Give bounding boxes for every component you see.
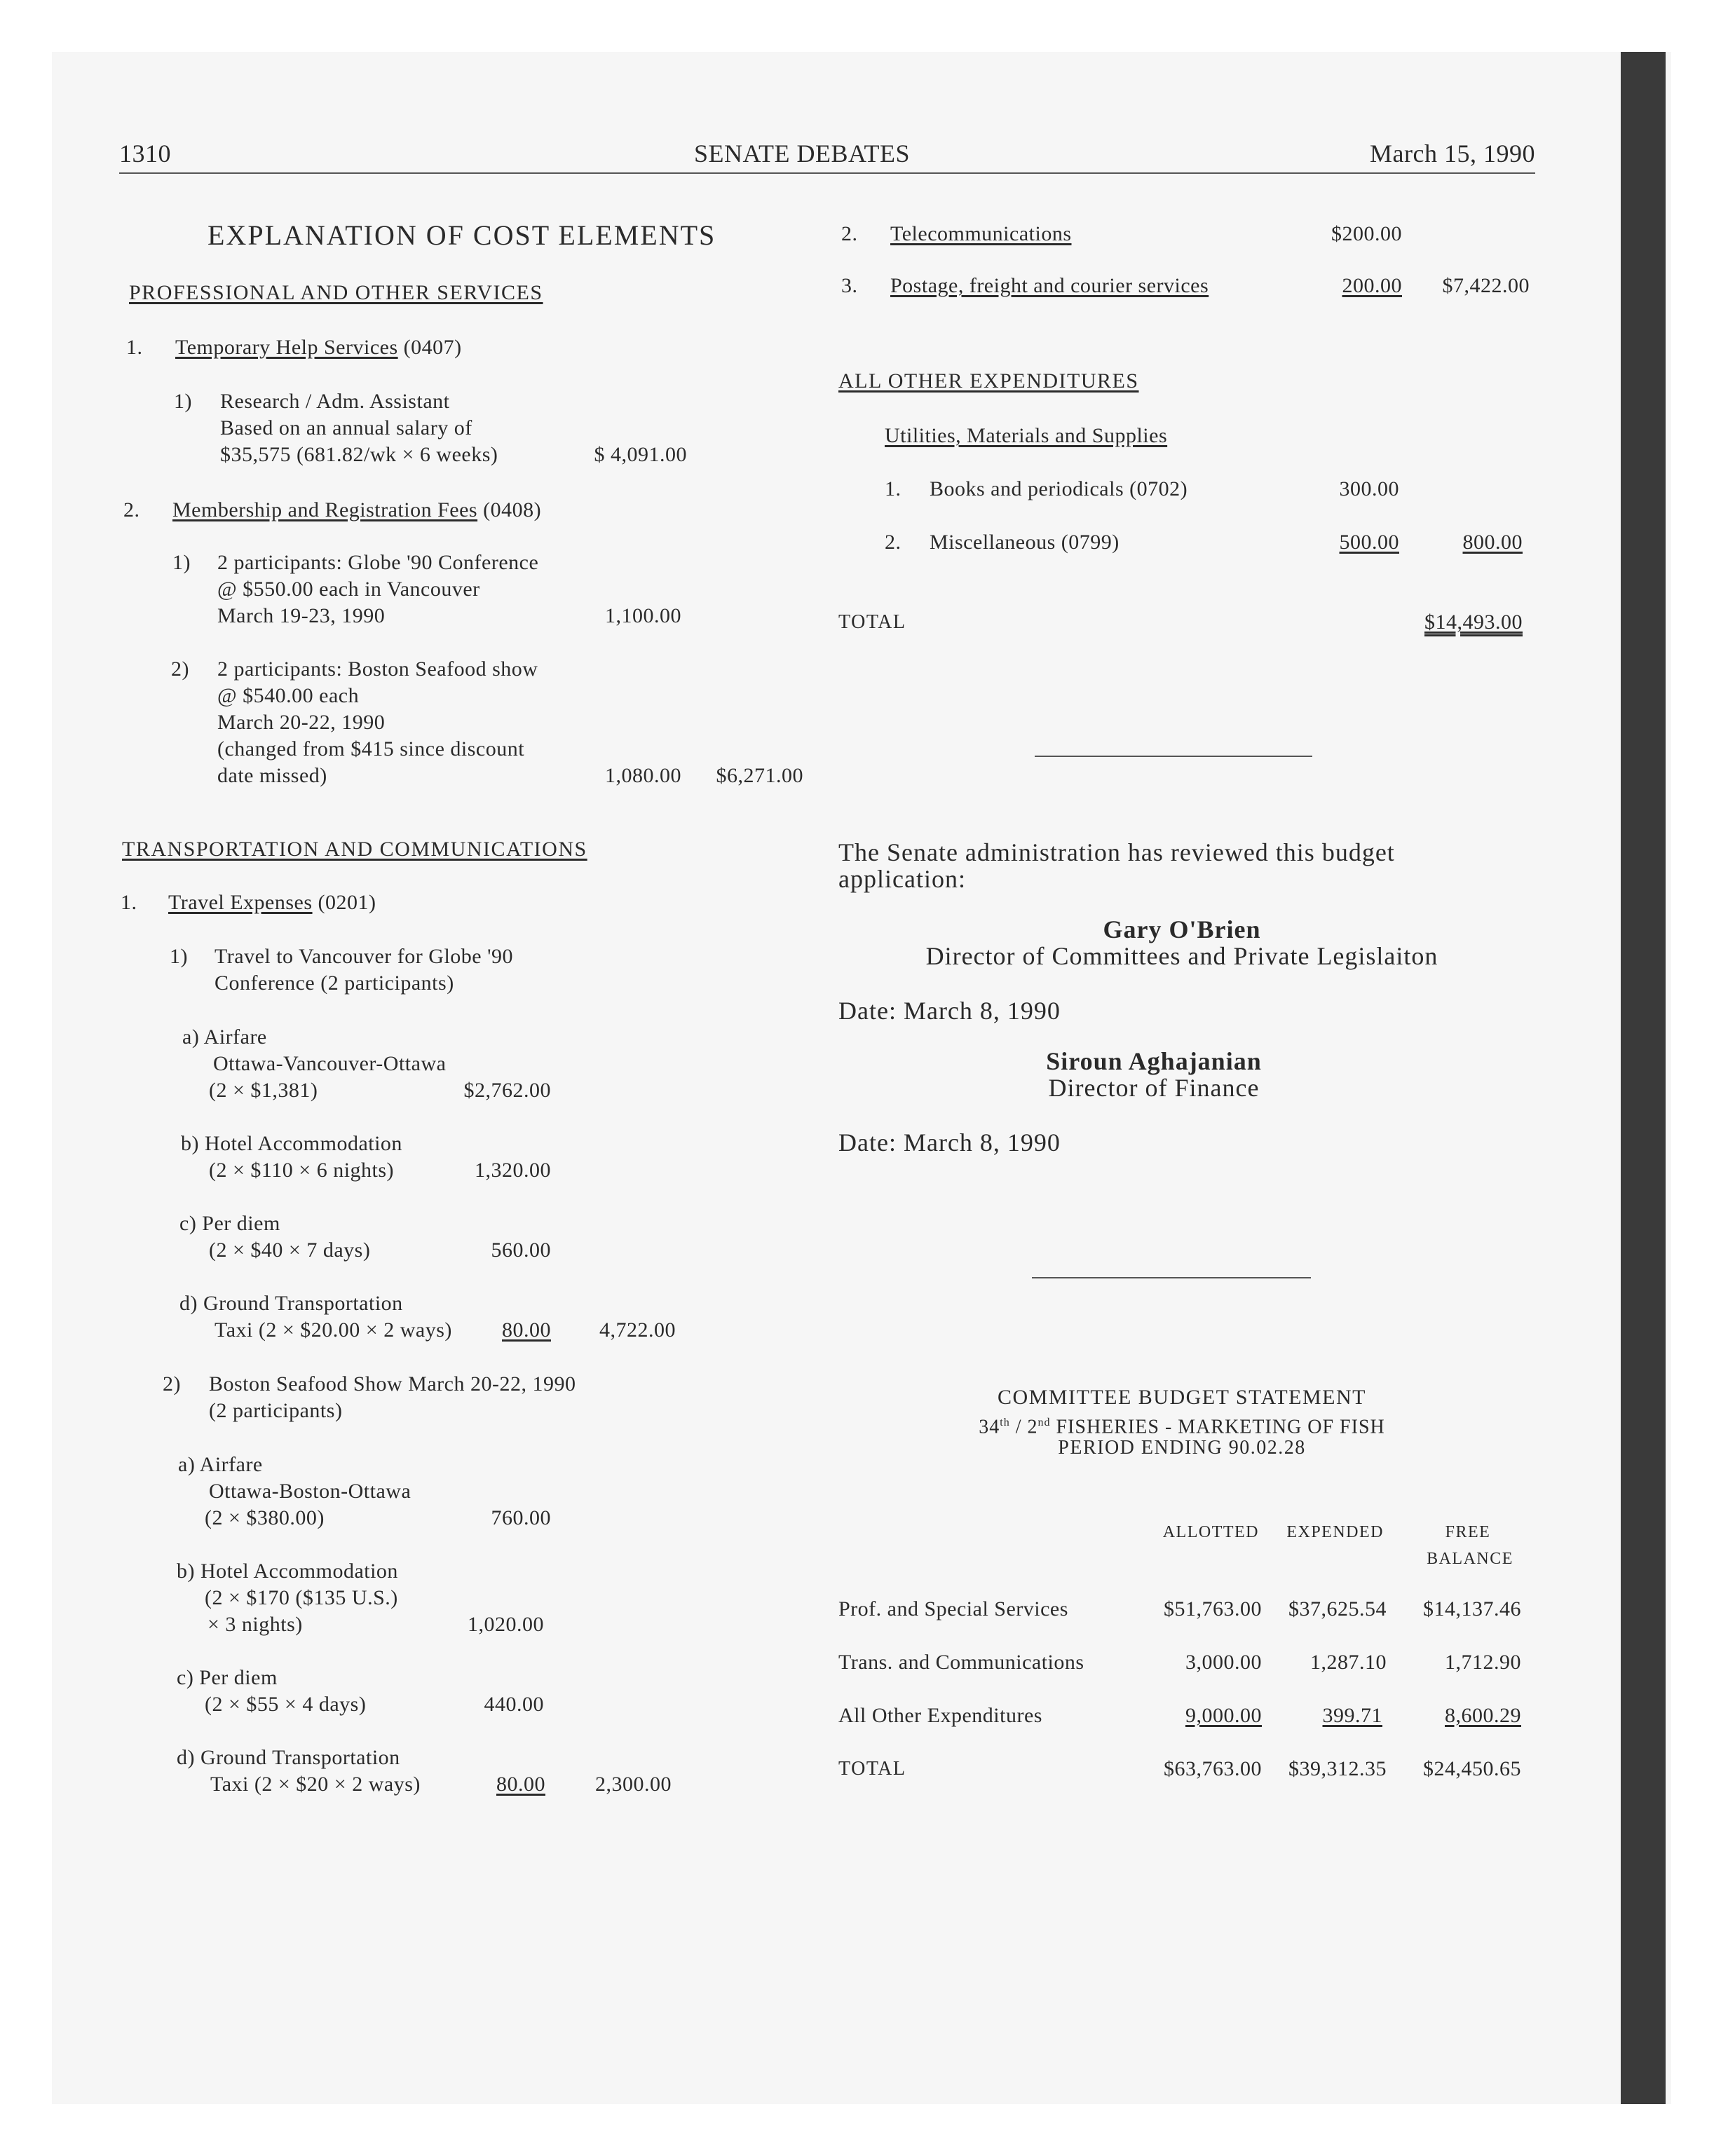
line: (2 × $380.00) [205,1506,325,1529]
header-date: March 15, 1990 [1370,139,1535,168]
amount: 80.00 [496,1773,545,1796]
item-number: 2. [841,222,858,245]
column-header: BALANCE [1427,1550,1513,1568]
subitem-number: 2) [163,1372,181,1396]
line: d) Ground Transportation [177,1746,400,1769]
line: Ottawa-Boston-Ottawa [209,1480,411,1503]
statement-title: COMMITTEE BUDGET STATEMENT [997,1386,1367,1409]
amount: 200.00 [1342,274,1402,297]
membership-item [172,498,541,523]
amount: 760.00 [491,1506,551,1529]
travel-label: Travel Expenses [168,891,313,914]
line: Based on an annual salary of [220,416,472,439]
line: Ottawa-Vancouver-Ottawa [213,1052,447,1075]
line: a) Airfare [182,1025,267,1049]
temp-help-label: Temporary Help Services [175,336,398,359]
line: c) Per diem [177,1666,278,1689]
item-number: 3. [841,274,858,297]
amount: 1,100.00 [605,604,681,627]
date-line: Date: March 8, 1990 [838,1128,1061,1157]
signatory-name: Gary O'Brien [1103,915,1261,943]
amount: $200.00 [1331,222,1402,245]
column-header: ALLOTTED [1162,1523,1259,1541]
line: b) Hotel Accommodation [181,1132,402,1155]
subtotal: $6,271.00 [716,764,803,787]
total-label: TOTAL [838,611,906,633]
grand-total: $14,493.00 [1424,610,1523,634]
cell-allotted: $51,763.00 [1164,1597,1262,1621]
amount: $2,762.00 [463,1079,551,1102]
line: c) Per diem [179,1212,280,1235]
line: Research / Adm. Assistant [220,390,450,413]
column-header: FREE [1445,1523,1491,1541]
amount: 300.00 [1339,477,1399,500]
misc-label: Miscellaneous (0799) [930,531,1120,554]
line: Travel to Vancouver for Globe '90 [215,945,513,968]
line: 2 participants: Globe '90 Conference [217,551,539,574]
line: 2 participants: Boston Seafood show [217,657,538,681]
cell-free: 1,712.90 [1445,1651,1521,1674]
line: March 19-23, 1990 [217,604,386,627]
cell-free: $14,137.46 [1423,1597,1521,1621]
membership-code: (0408) [483,498,542,521]
signatory-title: Director of Committees and Private Legislaiton [925,942,1438,970]
line: @ $540.00 each [217,684,360,707]
subtitle-sup: nd [1037,1417,1051,1428]
subtitle-part: / 2 [1009,1416,1038,1438]
statement-period: PERIOD ENDING 90.02.28 [1058,1437,1306,1459]
cell-allotted: $63,763.00 [1164,1757,1262,1780]
subitem-number: 1) [174,390,192,413]
cell-free: $24,450.65 [1423,1757,1521,1780]
subtotal: $7,422.00 [1442,274,1530,297]
line: (2 × $110 × 6 nights) [209,1159,395,1182]
signatory-title: Director of Finance [1048,1074,1260,1102]
line: (changed from $415 since discount [217,737,525,760]
row-label: All Other Expenditures [838,1704,1042,1727]
line: d) Ground Transportation [179,1292,403,1315]
books-label: Books and periodicals (0702) [930,477,1188,500]
divider-rule [1032,1277,1311,1278]
travel-code: (0201) [318,891,376,914]
scan-edge-shadow [1621,52,1666,2104]
subtitle-part: FISHERIES - MARKETING OF FISH [1050,1416,1385,1438]
signatory-name: Siroun Aghajanian [1046,1047,1262,1075]
divider-rule [1035,756,1312,757]
amount: 560.00 [491,1239,551,1262]
item-number: 1. [121,891,137,914]
amount: 80.00 [502,1318,551,1342]
prof-heading: PROFESSIONAL AND OTHER SERVICES [129,281,543,304]
line: Boston Seafood Show March 20-22, 1990 [209,1372,576,1396]
line: March 20-22, 1990 [217,711,386,734]
telecom-label: Telecommunications [890,222,1072,245]
header-rule [119,172,1535,174]
row-label: Trans. and Communications [838,1651,1084,1674]
cell-allotted: 9,000.00 [1185,1704,1262,1727]
subtotal: 4,722.00 [599,1318,676,1342]
line: b) Hotel Accommodation [177,1560,398,1583]
amount: 500.00 [1339,531,1399,554]
postage-label: Postage, freight and courier services [890,274,1209,297]
amount: 440.00 [484,1693,544,1716]
column-header: EXPENDED [1286,1523,1384,1541]
line: (2 × $1,381) [209,1079,318,1102]
item-number: 2. [885,531,901,554]
cell-expended: $39,312.35 [1288,1757,1387,1780]
review-line: application: [838,865,966,893]
subtotal: 2,300.00 [595,1773,672,1796]
line: (2 × $40 × 7 days) [209,1239,371,1262]
cell-expended: 1,287.10 [1310,1651,1387,1674]
subtitle-part: 34 [979,1416,1000,1438]
subtitle-sup: th [1000,1417,1010,1428]
line: $35,575 (681.82/wk × 6 weeks) [220,443,498,466]
subitem-number: 1) [172,551,191,574]
section-title: EXPLANATION OF COST ELEMENTS [207,219,716,251]
amount: 1,320.00 [475,1159,551,1182]
trans-heading: TRANSPORTATION AND COMMUNICATIONS [122,838,587,861]
line: date missed) [217,764,327,787]
line: Conference (2 participants) [215,971,454,995]
line: Taxi (2 × $20 × 2 ways) [210,1773,421,1796]
line: × 3 nights) [207,1613,303,1636]
subtotal: 800.00 [1462,531,1523,554]
item-number: 1. [126,336,143,359]
row-label: Prof. and Special Services [838,1597,1068,1621]
line: Taxi (2 × $20.00 × 2 ways) [215,1318,452,1342]
travel-item [168,890,376,915]
amount: 1,080.00 [605,764,681,787]
cell-allotted: 3,000.00 [1185,1651,1262,1674]
review-line: The Senate administration has reviewed this budget [838,838,1395,866]
subitem-number: 1) [170,945,188,968]
membership-label: Membership and Registration Fees [172,498,478,521]
row-label: TOTAL [838,1758,906,1780]
cell-expended: $37,625.54 [1288,1597,1387,1621]
line: (2 × $55 × 4 days) [205,1693,367,1716]
temp-help-item [175,335,462,360]
amount: 1,020.00 [468,1613,544,1636]
cell-free: 8,600.29 [1445,1704,1521,1727]
cell-expended: 399.71 [1322,1704,1382,1727]
line: (2 × $170 ($135 U.S.) [205,1586,398,1609]
item-number: 1. [885,477,901,500]
other-heading: ALL OTHER EXPENDITURES [838,369,1139,393]
publication-title: SENATE DEBATES [694,139,911,168]
line: @ $550.00 each in Vancouver [217,578,480,601]
line: a) Airfare [178,1453,263,1476]
item-number: 2. [123,498,140,521]
subitem-number: 2) [171,657,189,681]
line: (2 participants) [209,1399,343,1422]
amount: $ 4,091.00 [594,443,687,466]
utilities-label: Utilities, Materials and Supplies [885,424,1168,447]
page-number: 1310 [119,139,171,168]
temp-help-code: (0407) [403,336,462,359]
date-line: Date: March 8, 1990 [838,997,1061,1025]
